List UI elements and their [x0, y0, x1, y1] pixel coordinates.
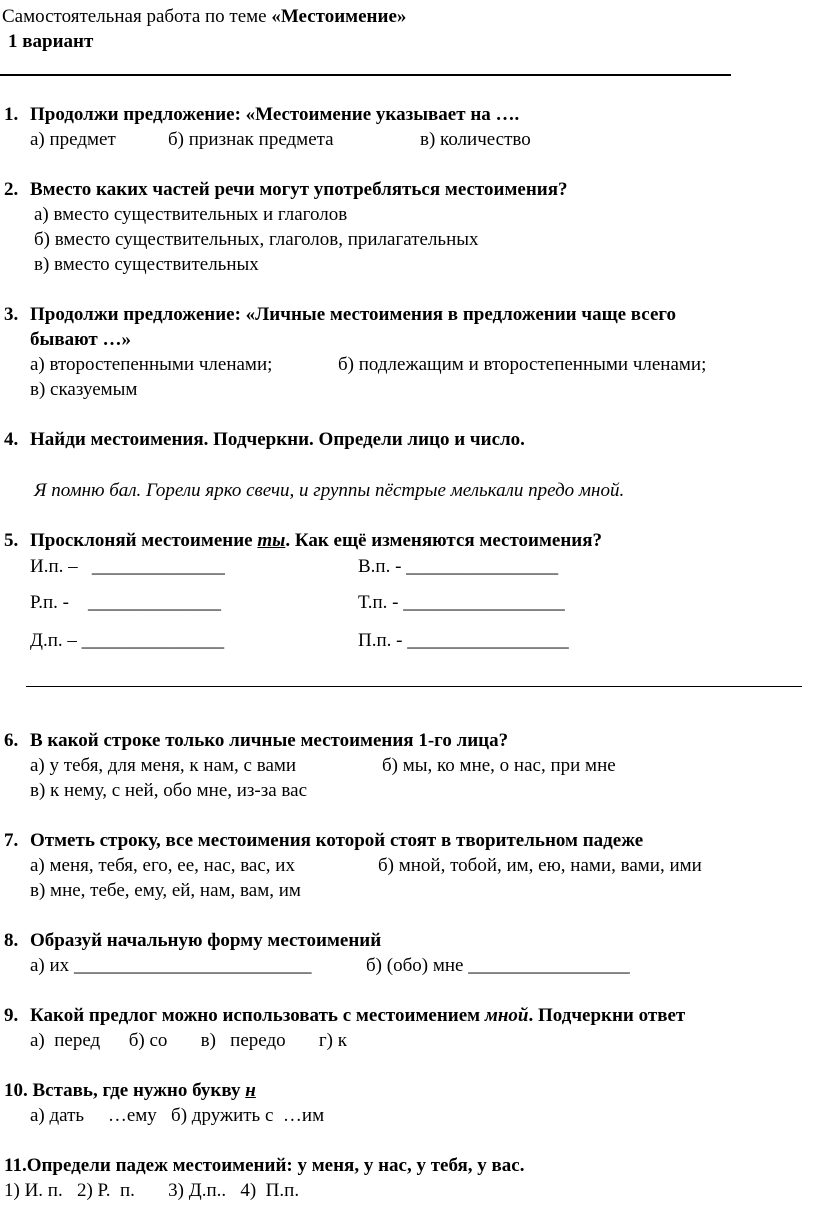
- question-8: 8. Образуй начальную форму местоимений: [4, 930, 382, 951]
- question-4: 4. Найди местоимения. Подчеркни. Определи лицо и число.: [4, 429, 525, 450]
- title-prefix: Самостоятельная работа по теме: [2, 6, 272, 27]
- q8-answer-b[interactable]: б) (обо) мне _________________: [366, 955, 630, 976]
- case-genitive[interactable]: Р.п. - ______________: [30, 592, 221, 613]
- q2-option-b[interactable]: б) вместо существительных, глаголов, прилагательных: [34, 229, 479, 250]
- question-3: 3. Продолжи предложение: «Личные местоимения в предложении чаще всего: [4, 304, 677, 325]
- q9-options[interactable]: а) перед б) со в) передо г) к: [30, 1030, 347, 1051]
- q1-option-b[interactable]: б) признак предмета: [168, 129, 334, 150]
- page-title: [2, 6, 406, 28]
- q6-option-c[interactable]: в) к нему, с ней, обо мне, из-за вас: [30, 780, 308, 801]
- question-2: 2. Вместо каких частей речи могут употребляться местоимения?: [4, 179, 568, 200]
- q4-sentence: Я помню бал. Горели ярко свечи, и группы пёстрые мелькали предо мной.: [34, 480, 625, 501]
- question-3-cont: бывают …»: [30, 329, 131, 350]
- q1-option-a[interactable]: а) предмет: [30, 129, 116, 150]
- q6-option-b[interactable]: б) мы, ко мне, о нас, при мне: [382, 755, 616, 776]
- question-6: 6. В какой строке только личные местоимения 1-го лица?: [4, 730, 509, 751]
- q9-pronoun: мной: [484, 1005, 529, 1026]
- q7-option-b[interactable]: б) мной, тобой, им, ею, нами, вами, ими: [378, 855, 702, 876]
- header-divider: [0, 74, 731, 76]
- question-1: 1. Продолжи предложение: «Местоимение указывает на ….: [4, 104, 520, 125]
- case-nominative[interactable]: И.п. – ______________: [30, 556, 225, 577]
- q6-option-a[interactable]: а) у тебя, для меня, к нам, с вами: [30, 755, 297, 776]
- q11-options[interactable]: 1) И. п. 2) Р. п. 3) Д.п.. 4) П.п.: [4, 1180, 300, 1201]
- answer-line[interactable]: [26, 686, 802, 687]
- case-accusative[interactable]: В.п. - ________________: [358, 556, 559, 577]
- case-prepositional[interactable]: П.п. - _________________: [358, 630, 569, 651]
- q3-option-a[interactable]: а) второстепенными членами;: [30, 354, 273, 375]
- title-topic: «Местоимение»: [271, 6, 407, 27]
- q10-options[interactable]: а) дать …ему б) дружить с …им: [30, 1105, 325, 1126]
- q3-option-b[interactable]: б) подлежащим и второстепенными членами;: [338, 354, 707, 375]
- q7-option-c[interactable]: в) мне, тебе, ему, ей, нам, вам, им: [30, 880, 301, 901]
- q8-answer-a[interactable]: а) их _________________________: [30, 955, 312, 976]
- question-7: 7. Отметь строку, все местоимения которой стоят в творительном падеже: [4, 830, 644, 851]
- q1-option-c[interactable]: в) количество: [420, 129, 531, 150]
- case-instrumental[interactable]: Т.п. - _________________: [358, 592, 565, 613]
- question-9: 9. Какой предлог можно использовать с местоимением мной. Подчеркни ответ: [4, 1005, 686, 1026]
- q2-option-a[interactable]: а) вместо существительных и глаголов: [34, 204, 348, 225]
- q5-pronoun: ты: [257, 530, 286, 551]
- case-dative[interactable]: Д.п. – _______________: [30, 630, 225, 651]
- question-11: 11.Определи падеж местоимений: у меня, у нас, у тебя, у вас.: [4, 1155, 525, 1176]
- question-10: 10. Вставь, где нужно букву н: [4, 1080, 256, 1101]
- q10-letter: н: [245, 1080, 256, 1101]
- q2-option-c[interactable]: в) вместо существительных: [34, 254, 259, 275]
- q7-option-a[interactable]: а) меня, тебя, его, ее, нас, вас, их: [30, 855, 295, 876]
- variant-label: 1 вариант: [8, 31, 94, 52]
- q3-option-c[interactable]: в) сказуемым: [30, 379, 138, 400]
- question-5: 5. Просклоняй местоимение ты. Как ещё изменяются местоимения?: [4, 530, 603, 551]
